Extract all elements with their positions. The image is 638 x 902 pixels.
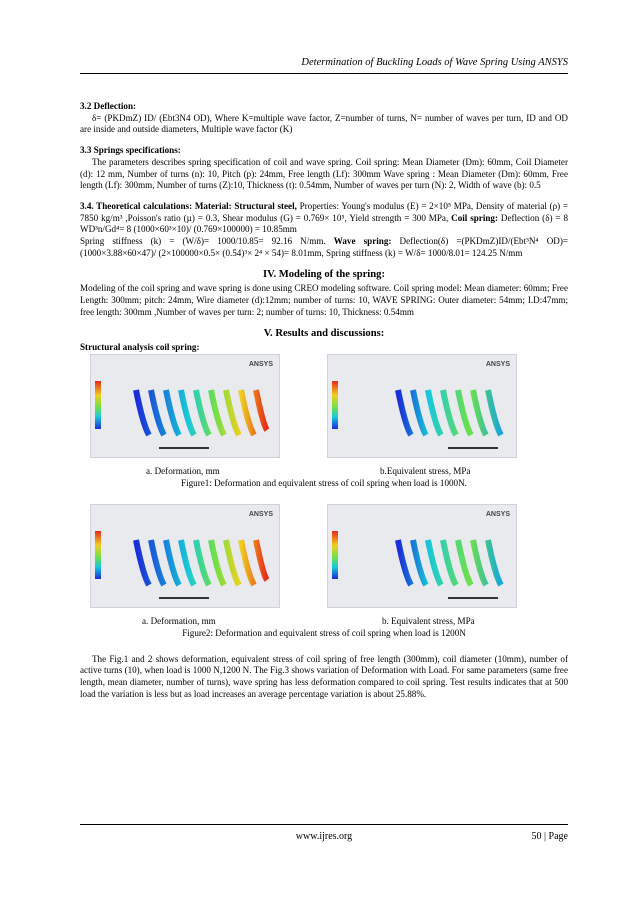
color-legend <box>332 381 338 429</box>
fig1-subcaption-a: a. Deformation, mm <box>146 465 220 476</box>
fig1-deformation-image <box>90 354 280 458</box>
theory-heading: 3.4. Theoretical calculations: <box>80 200 193 211</box>
wave-spring-label: Wave spring: <box>333 236 392 247</box>
ansys-logo: ANSYS <box>485 360 510 368</box>
theory-paragraph <box>80 201 568 236</box>
material-label: Material: Structural steel, <box>194 200 297 211</box>
ansys-logo: ANSYS <box>248 510 273 518</box>
figure-1 <box>80 354 568 504</box>
fig2-deformation-image <box>90 504 280 608</box>
color-legend <box>95 531 101 579</box>
results-subheading: Structural analysis coil spring: <box>80 341 200 352</box>
theory-body-1: Properties: Young's modulus (E) = 2×10⁵ MPa, Density of material (ρ) = 7850 kg/m³ ,Poisson's ratio (µ) = 0.3, Shear modulus (G) = 0.769× 10⁵, Yield strength = 300 MPa, <box>80 200 568 223</box>
color-legend <box>95 381 101 429</box>
deflection-body: δ= (PKDmZ) ID/ (Ebt3N4 OD), Where K=multiple wave factor, Z=number of turns, N= number of waves per turn, ID and OD are inside and outside diameters, Multiple wave factor (K) <box>80 112 568 135</box>
deflection-heading: 3.2 Deflection: <box>80 101 137 111</box>
fig2-subcaption-a: a. Deformation, mm <box>142 615 216 626</box>
fig2-stress-image <box>327 504 517 608</box>
header-rule <box>80 73 568 74</box>
modeling-body: Modeling of the coil spring and wave spring is done using CREO modeling software. Coil spring model: Mean diameter: 60mm; Free Length: 300mm; pitch: 24mm, Wire diameter (d):12mm; number of turns: 10, WAVE SPRING: Outer diameter: 54mm; I.D:47mm; free length: 300mm ,Number of waves per turn: 2; number of turns: 10, Thickness: 0.54mm <box>80 283 568 317</box>
coil-stress-render <box>328 355 517 458</box>
discussion-body: The Fig.1 and 2 shows deformation, equivalent stress of coil spring of free length (300mm), coil diameter (10mm), number of active turns (10), when load is 1000 N,1200 N. The Fig.3 shows variation of Deformation with Load. For same parameters (same free length, mean diameter, number of turns), wave spring has less deformation compared to coil spring. Test results indicates that at 500 load the variation is less but as load increases an average percentage variation is about 25.88%. <box>80 653 568 699</box>
footer-page-number: 50 | Page <box>531 831 568 842</box>
fig1-stress-image <box>327 354 517 458</box>
coil-deformation-render <box>91 505 280 608</box>
theory-body-4: Deflection(δ) =(PKDmZ)ID/(Ebt³N⁴ OD)= (1000×3.88×60×47)/ (2×100000×0.5× (0.54)³× 2⁴ × 54)= 8.01mm, Spring stiffness (k) = W/δ= 1000/8.01= 124.25 N/mm <box>80 236 568 258</box>
theory-body-3: Spring stiffness (k) = (W/δ)= 1000/10.85= 92.16 N/mm. <box>80 236 334 247</box>
theory-body-2: Deflection (δ) = 8 WD³n/Gd⁴= 8 (1000×60³×10)/ (0.769×100000) = 10.85mm <box>80 212 569 235</box>
theory-paragraph-2 <box>80 236 568 259</box>
specs-body: The parameters describes spring specification of coil and wave spring. Coil spring: Mean Diameter (Dm): 60mm, Coil Diameter (d): 12 mm, Number of turns (n): 10, Pitch (p): 24mm, Free length (Lf): 300mm Wave spring : Mean Diameter (Dm): 60mm, Free length (Lf): 300mm, Number of turns (Z):10, Thickness (t): 0.54mm, Number of waves per turn (N): 2, Width of wave (b): 0.5 <box>80 156 568 191</box>
fig2-caption: Figure2: Deformation and equivalent stress of coil spring when load is 1200N <box>182 627 466 638</box>
fig2-subcaption-b: b. Equivalent stress, MPa <box>382 615 475 626</box>
page-content <box>80 92 568 700</box>
running-header: Determination of Buckling Loads of Wave Spring Using ANSYS <box>301 57 568 68</box>
figure-2 <box>80 504 568 654</box>
fig1-subcaption-b: b.Equivalent stress, MPa <box>380 465 471 476</box>
section-results-heading: V. Results and discussions: <box>263 328 385 340</box>
specs-heading: 3.3 Springs specifications: <box>80 145 181 156</box>
coil-deformation-render <box>91 355 280 458</box>
coil-stress-render <box>328 505 517 608</box>
fig1-caption: Figure1: Deformation and equivalent stress of coil spring when load is 1000N. <box>181 477 467 488</box>
coil-spring-label: Coil spring: <box>451 212 498 223</box>
ansys-logo: ANSYS <box>485 510 510 518</box>
footer-rule <box>80 824 568 825</box>
footer-website: www.ijres.org <box>295 831 353 842</box>
ansys-logo: ANSYS <box>248 360 273 368</box>
section-modeling-heading: IV. Modeling of the spring: <box>263 269 385 281</box>
color-legend <box>332 531 338 579</box>
